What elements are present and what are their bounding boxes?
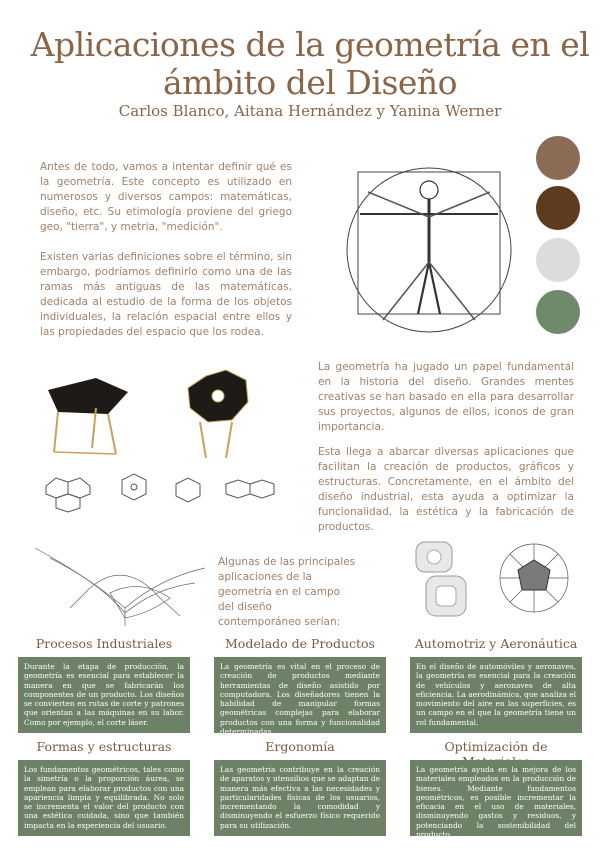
section-text-ergonomics: Las geometría contribuye en la creación de aparatos y utensilios que se adaptan de manera más efectiva a las necesidades y particularidades físicas de los usuarios, incrementando la comodidad y disminuyendo el esfuerzo físico requerido para su utilización. xyxy=(214,760,386,836)
history-paragraph-2: Esta llega a abarcar diversas aplicaciones que facilitan la creación de productos, gráficos y estructuras. Concretamente, en el ámbito del diseño industrial, esta ayuda a optimizar la funcionalidad, la estética y la fabricación de productos. xyxy=(318,446,574,533)
section-text-forms-structures: Los fundamentos geométricos, tales como la simetría o la proporción áurea, se emplean para elaborar productos con una apariencia limpia y equilibrada. No solo se incrementa el valor del producto con una estética cuidada, sino que también impacta en la experiencia del usuario. xyxy=(18,760,190,836)
authors: Carlos Blanco, Aitana Hernández y Yanina Werner xyxy=(118,102,502,120)
section-title-product-modeling: Modelado de Productos xyxy=(225,636,375,651)
color-swatch-sage-green xyxy=(536,290,580,334)
title-line-2: ámbito del Diseño xyxy=(162,63,458,102)
section-title-automotive-aeronautics: Automotriz y Aeronáutica xyxy=(414,636,578,651)
section-title-materials-optimization: Optimización de xyxy=(444,739,548,754)
intro-paragraph-1: Antes de todo, vamos a intentar definir qué es la geometría. Este concepto es utilizado en numerosos y diversos campos: matemáticas, diseño, etc. Su etimología proviene del griego geo, "tierra", y metria, "medición". xyxy=(40,161,292,233)
3d-geometric-objects-illustration xyxy=(404,536,584,626)
section-title-industrial-processes: Procesos Industriales xyxy=(35,636,173,651)
intro-paragraph-2: Existen varias definiciones sobre el término, sin embargo, podríamos definirlo como una de las ramas más antiguas de las matemáticas, dedicada al estudio de la forma de los objetos individuales, la relación espacial entre ellos y las propiedades del espacio que los rodea. xyxy=(40,251,292,338)
parametric-surface-illustration xyxy=(30,538,210,628)
page-title xyxy=(30,26,590,102)
section-title-forms-structures: Formas y estructuras xyxy=(36,739,172,754)
color-swatch-dark-brown xyxy=(536,186,580,230)
vitruvian-man-illustration xyxy=(338,152,520,334)
section-text-product-modeling: La geometría es vital en el proceso de creación de productos mediante herramientas de diseño asistido por computadora. Los diseñadores tienen la habilidad de manipular formas geométricas complejas para elaborar productos con una forma y funcionalidad determinadas. xyxy=(214,657,386,733)
color-swatch-light-brown xyxy=(536,136,580,180)
title-line-1: Aplicaciones de la geometría en el xyxy=(30,25,590,64)
geometric-tables-illustration xyxy=(36,362,308,522)
section-text-materials-optimization: La geometría ayuda en la mejora de los materiales empleados en la producción de bienes. Mediante fundamentos geométricos, es posible incrementar la eficacia en el uso de materiales, disminuyendo gastos y residuos, y potenciando la sostenibilidad del producto. xyxy=(410,760,582,836)
applications-intro: Algunas de las principales aplicaciones de la geometría en el campo del diseño contemporáneo serían: xyxy=(218,556,356,628)
section-text-industrial-processes: Durante la etapa de producción, la geometría es esencial para establecer la manera en que se fabricarán los componentes de un producto. Los diseños se convierten en rutas de corte y patrones que orientan a las máquinas en su labor. Como por ejemplo, el corte láser. xyxy=(18,657,190,733)
history-paragraph-1: La geometría ha jugado un papel fundamental en la historia del diseño. Grandes mentes creativas se han basado en ella para desarrollar sus proyectos, algunos de ellos, iconos de gran importancia. xyxy=(318,361,574,433)
color-swatch-light-gray xyxy=(536,238,580,282)
section-text-automotive-aeronautics: En el diseño de automóviles y aeronaves, la geometría es esencial para la creación de vehículos y aeronaves de alta eficiencia. La aerodinámica, que analiza el movimiento del aire en las superficies, es un campo en el que la geometría tiene un rol fundamental. xyxy=(410,657,582,733)
section-title-ergonomics: Ergonomía xyxy=(265,739,335,754)
